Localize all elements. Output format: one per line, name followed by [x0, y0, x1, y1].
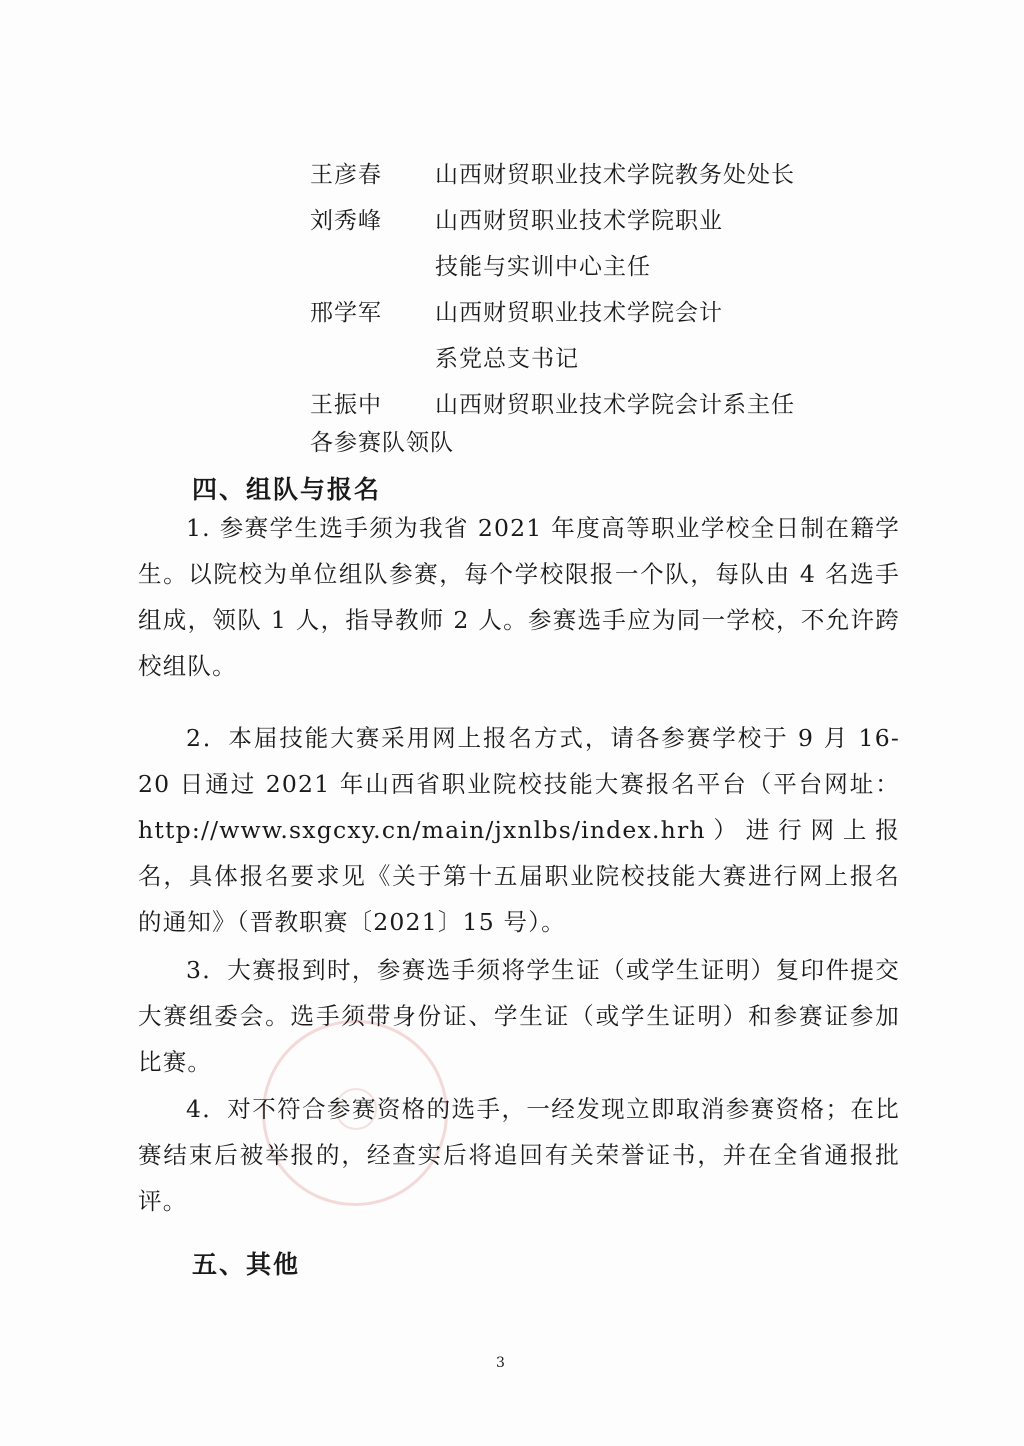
member-role: 山西财贸职业技术学院教务处处长	[435, 162, 795, 188]
paragraph: 1. 参赛学生选手须为我省 2021 年度高等职业学校全日制在籍学生。以院校为单位组队参赛，每个学校限报一个队，每队由 4 名选手组成，领队 1 人，指导教师 2 人。参赛选手应为同一学校，不允许跨校组队。	[138, 514, 900, 680]
paragraph: 2．本届技能大赛采用网上报名方式，请各参赛学校于 9 月 16-20 日通过 2021 年山西省职业院校技能大赛报名平台（平台网址：http://www.sxgcxy.cn/main/jxnlbs/index.hrh）进行网上报名，具体报名要求见《关于第十五届职业院校技能大赛进行网上报名的通知》（晋教职赛〔2021〕15 号）。	[138, 724, 900, 936]
section-heading: 五、其他	[192, 1250, 301, 1279]
paragraph: 3．大赛报到时，参赛选手须将学生证（或学生证明）复印件提交大赛组委会。选手须带身份证、学生证（或学生证明）和参赛证参加比赛。	[138, 956, 900, 1076]
paragraph: 4．对不符合参赛资格的选手，一经发现立即取消参赛资格；在比赛结束后被举报的，经查实后将追回有关荣誉证书，并在全省通报批评。	[138, 1095, 900, 1215]
team-leader-line: 各参赛队领队	[310, 430, 454, 456]
member-role: 山西财贸职业技术学院会计系党总支书记	[435, 300, 723, 372]
member-role: 山西财贸职业技术学院职业技能与实训中心主任	[435, 208, 723, 280]
member-name: 邢学军	[310, 300, 382, 326]
member-name: 刘秀峰	[310, 208, 382, 234]
section-heading: 四、组队与报名	[192, 475, 382, 504]
page-number: 3	[496, 1355, 505, 1371]
member-role: 山西财贸职业技术学院会计系主任	[435, 392, 795, 418]
member-name: 王振中	[310, 392, 382, 418]
member-name: 王彦春	[310, 162, 382, 188]
